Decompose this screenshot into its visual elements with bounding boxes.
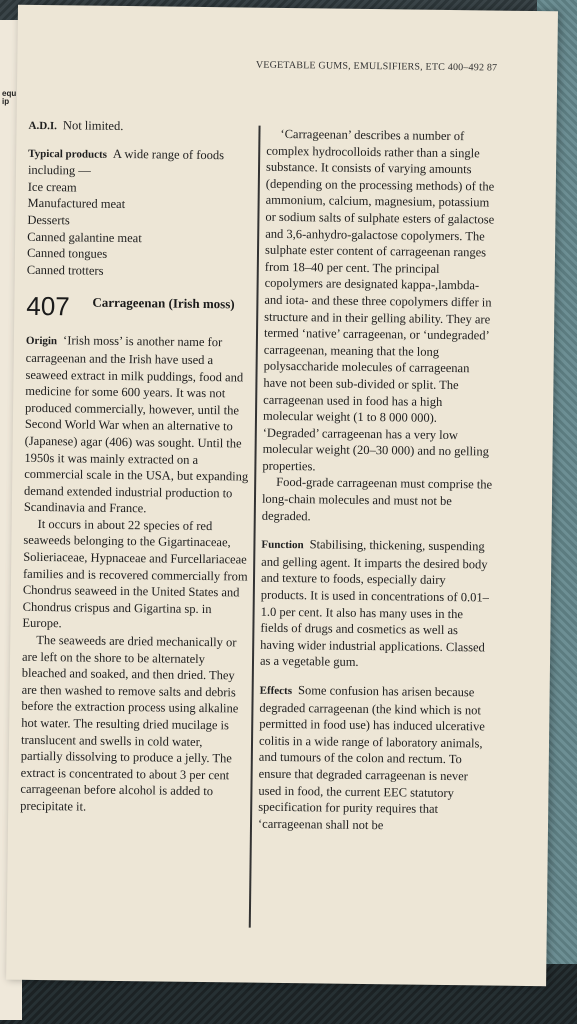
book-page bbox=[6, 5, 558, 987]
running-head: VEGETABLE GUMS, EMULSIFIERS, ETC 400–492 87 bbox=[255, 59, 498, 74]
species-paragraph: It occurs in about 22 species of red seaweeds belonging to the Gigartinaceae, Solieriaceae, Hypnaceae and Furcellariaceae families and is recovered commercially from Chondrus seaweed in the United States and Chondrus crispus and Gigartina sp. in Europe. bbox=[22, 516, 248, 631]
typical-products-intro bbox=[28, 144, 254, 181]
drying-paragraph: The seaweeds are dried mechanically or are left on the shore to be alternately bleached and soaked, and then dried. They are then washed to remove salts and debris before the extraction process using alkaline hot water. The resulting dried mucilage is translucent and swells in cold water, partially dissolving to produce a jelly. The extract is concentrated to about 3 per cent carrageenan before alcohol is added to precipitate it. bbox=[20, 633, 239, 814]
left-column bbox=[20, 117, 255, 817]
function-text: Stabilising, thickening, suspending and gelling agent. It imparts the desired body and texture to foods, especially dairy products. It is used in concentrations of 0.01–1.0 per cent. It also has many uses in the fields of drugs and cosmetics as well as having wider industrial applications. Classed as a vegetable gum. bbox=[259, 537, 489, 670]
product-item: Canned trotters bbox=[26, 262, 104, 278]
facing-page-fragment: equip bbox=[2, 89, 17, 106]
function-paragraph bbox=[260, 536, 492, 673]
function-label: Function bbox=[261, 538, 304, 552]
effects-paragraph bbox=[258, 682, 490, 835]
food-grade-paragraph: Food-grade carrageenan must comprise the long-chain molecules and must not be degraded. bbox=[261, 475, 493, 523]
typical-products-label: Typical products bbox=[28, 147, 108, 161]
product-item: Canned tongues bbox=[26, 245, 108, 261]
effects-text: Some confusion has arisen because degraded carrageenan (the kind which is not permitted in food use) has induced ulcerative colitis in a wide range of laboratory animals, and tumours of the colon and rectum. To ensure that degraded carrageenan is never used in food, the current EEC statutory specification for purity requires that ‘carrageenan shall not be bbox=[257, 683, 485, 832]
product-item: Canned galantine meat bbox=[27, 229, 142, 245]
entry-title: Carrageenan (Irish moss) bbox=[92, 294, 235, 312]
origin-text: ‘Irish moss’ is another name for carrageenan and the Irish have used a seaweed extract in milk puddings, food and medicine for some 600 years. It was not produced commercially, however, until the Second World War when an alternative to (Japanese) agar (406) was sought. Until the 1950s it was mainly extracted on a commercial scale in the USA, but expanding demand extended industrial production to Scandinavia and France. bbox=[23, 333, 249, 516]
adi-value: Not limited. bbox=[62, 118, 124, 133]
entry-number: 407 bbox=[26, 291, 70, 322]
right-column bbox=[258, 126, 497, 835]
origin-paragraph bbox=[24, 332, 252, 518]
origin-label: Origin bbox=[25, 335, 58, 348]
adi-line bbox=[28, 117, 254, 137]
entry-heading bbox=[26, 292, 252, 323]
product-item: Manufactured meat bbox=[27, 196, 126, 212]
product-item: Ice cream bbox=[27, 179, 77, 195]
effects-label: Effects bbox=[259, 684, 293, 698]
typical-products-text: A wide range of foods including — bbox=[27, 146, 225, 178]
product-item: Desserts bbox=[27, 212, 70, 228]
adi-label: A.D.I. bbox=[28, 119, 58, 133]
description-paragraph: ‘Carrageenan’ describes a number of complex hydrocolloids rather than a single substance. It consists of varying amounts (depending on the processing methods) of the ammonium, calcium, magnesium, potassium or sodium salts of sulphate esters of galactose and 3,6-anhydro-galactose copolymers. The sulphate ester content of carrageenan ranges from 18–40 per cent. The principal copolymers are designated kappa-,lambda- and iota- and these three copolymers differ in structure and in their gelling ability. They are termed ‘native’ carrageenan, or ‘undegraded’ carrageenan, meaning that the long polysaccharide molecules of carrageenan have not been sub-divided or split. The carrageenan used in food has a high molecular weight (1 to 8 000 000). ‘Degraded’ carrageenan has a very low molecular weight (20–30 000) and no gelling properties. bbox=[262, 126, 495, 474]
products-list bbox=[27, 179, 254, 281]
